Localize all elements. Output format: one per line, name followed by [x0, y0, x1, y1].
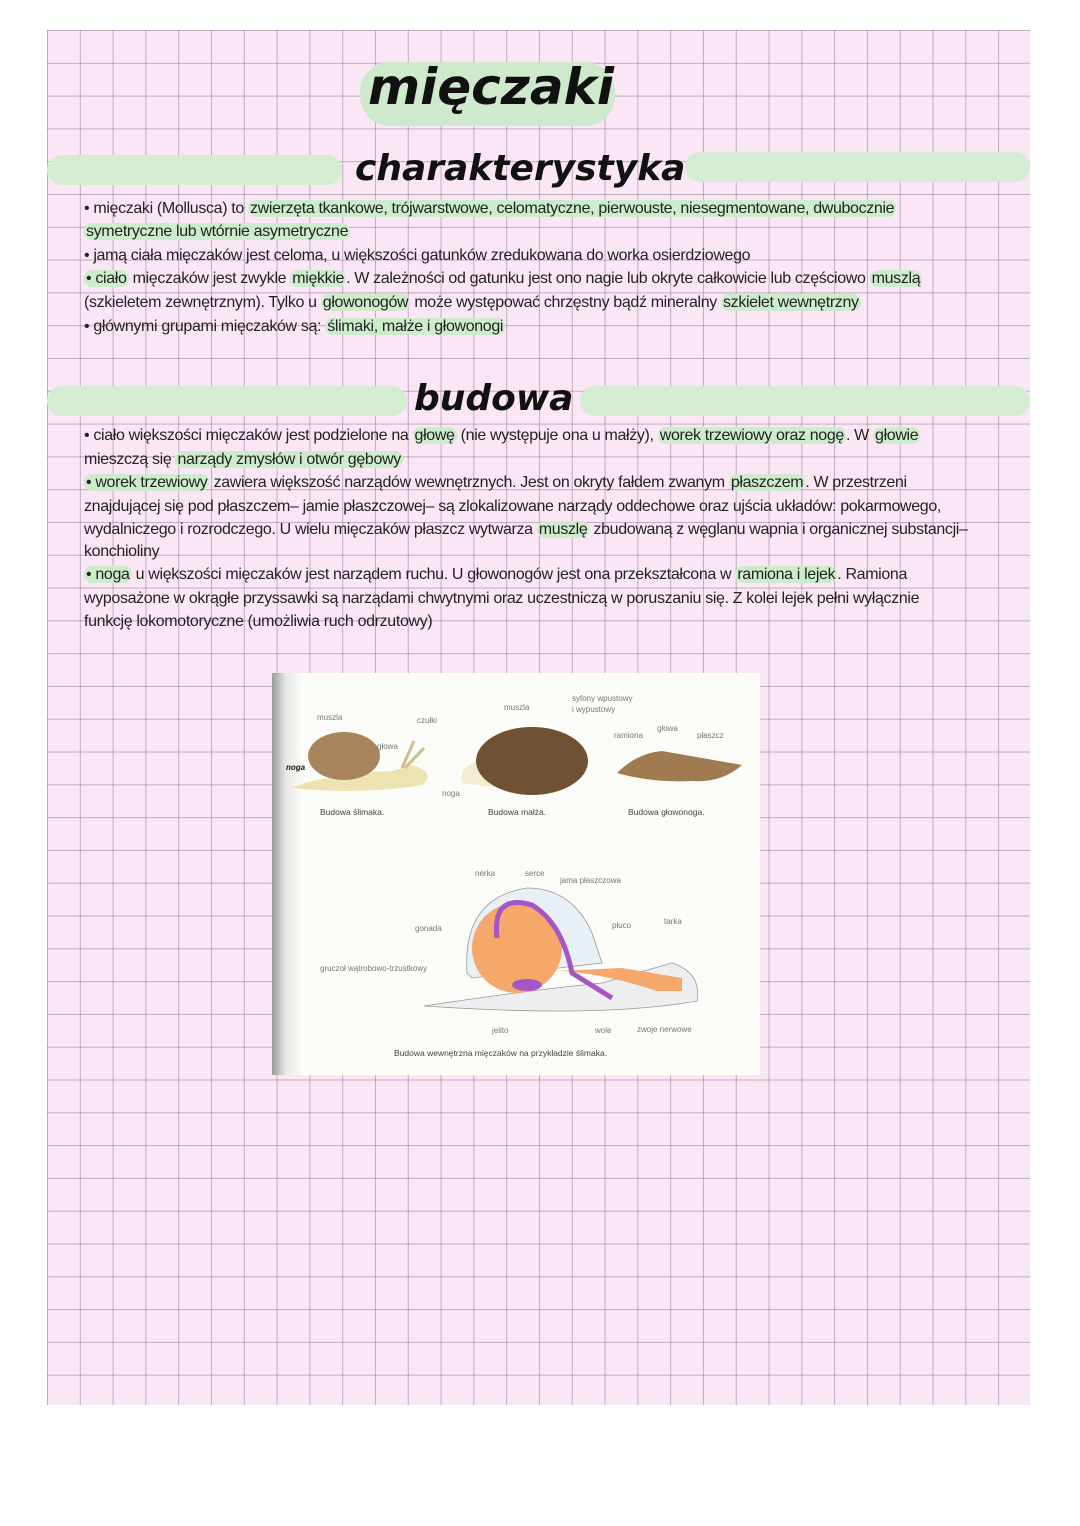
text-line: [84, 247, 750, 265]
label-serce: serce: [525, 869, 545, 878]
text-segment: wyposażone w okrągłe przyssawki są narządami chwytnymi oraz uczestniczą w poruszaniu się. Z kolei lejek pełni wyłącznie: [84, 590, 920, 607]
label-noga: noga: [286, 763, 306, 772]
text-line: [84, 318, 505, 336]
text-line: [84, 223, 350, 241]
highlighted-text: ramiona i lejek: [737, 566, 836, 583]
label-czulki: czułki: [417, 716, 438, 725]
caption-cephalopod: Budowa głowonoga.: [628, 807, 705, 817]
highlighted-text: worek trzewiowy oraz nogę: [659, 427, 844, 444]
label-jama: jama płaszczowa: [560, 876, 621, 885]
text-segment: . W przestrzeni: [805, 474, 907, 491]
text-line: [84, 474, 907, 492]
text-segment: . Ramiona: [837, 566, 908, 583]
label-syfony-2: i wypustowy: [572, 705, 616, 714]
caption-snail: Budowa ślimaka.: [320, 807, 385, 817]
highlighted-text: narządy zmysłów i otwór gębowy: [177, 451, 401, 468]
label-pluco: płuco: [612, 921, 632, 930]
text-line: [84, 590, 919, 608]
highlighted-text: głowie: [875, 427, 919, 444]
caption-internal: Budowa wewnętrzna mięczaków na przykładzie ślimaka.: [394, 1048, 608, 1058]
label-zwoje: zwoje nerwowe: [637, 1025, 692, 1034]
text-line: [84, 270, 922, 288]
text-line: [84, 566, 907, 584]
text-segment: . W zależności od gatunku jest ono nagie lub okryte całkowicie lub częściowo: [346, 270, 870, 287]
label-glowa: głowa: [657, 724, 678, 733]
heading-bar-left: [47, 386, 407, 416]
text-segment: mięczaków jest zwykle: [128, 270, 291, 287]
label-noga: noga: [442, 789, 460, 798]
highlighted-text: zwierzęta tkankowe, trójwarstwowe, celomatyczne, pierwouste, niesegmentowane, dwubocznie: [250, 200, 895, 217]
label-glowa: głowa: [377, 742, 398, 751]
text-line: [84, 294, 861, 312]
heading-bar-right: [580, 386, 1030, 416]
text-segment: funkcję lokomotoryczne (umożliwia ruch odrzutowy): [84, 613, 433, 630]
text-line: [84, 521, 968, 539]
text-segment: (szkieletem zewnętrznym). Tylko u: [84, 294, 321, 311]
highlighted-text: muszlę: [538, 521, 588, 538]
highlighted-text: płaszczem: [730, 474, 804, 491]
text-segment: u większości mięczaków jest narządem ruchu. U głowonogów jest ona przekształcona w: [131, 566, 736, 583]
label-tarka: tarka: [664, 917, 682, 926]
page-title: mięczaki: [368, 58, 615, 116]
text-segment: konchioliny: [84, 543, 160, 560]
highlighted-text: symetryczne lub wtórnie asymetryczne: [86, 223, 349, 240]
heading-bar-left: [47, 155, 342, 185]
text-segment: . W: [845, 427, 874, 444]
label-muszla: muszla: [317, 713, 343, 722]
text-segment: • głównymi grupami mięczaków są:: [84, 318, 326, 335]
highlighted-text: muszlą: [871, 270, 921, 287]
label-ramiona: ramiona: [614, 731, 643, 740]
highlighted-text: głowę: [414, 427, 455, 444]
text-segment: (nie występuje ona u małży),: [456, 427, 658, 444]
label-jelito: jelito: [492, 1026, 509, 1035]
highlighted-text: • noga: [86, 566, 130, 583]
label-wole: wole: [595, 1026, 612, 1035]
highlighted-text: • worek trzewiowy: [86, 474, 208, 491]
text-segment: • ciało większości mięczaków jest podzielone na: [84, 427, 413, 444]
highlighted-text: szkielet wewnętrzny: [723, 294, 859, 311]
label-nerka: nerka: [475, 869, 496, 878]
text-segment: mieszczą się: [84, 451, 176, 468]
text-line: [84, 200, 896, 218]
highlighted-text: miękkie: [292, 270, 345, 287]
text-segment: zawiera większość narządów wewnętrznych. Jest on okryty fałdem zwanym: [209, 474, 729, 491]
section-heading-charakterystyka: charakterystyka: [355, 148, 686, 189]
label-muszla: muszla: [504, 703, 530, 712]
text-segment: • mięczaki (Mollusca) to: [84, 200, 249, 217]
text-line: [84, 427, 920, 445]
text-line: [84, 543, 159, 561]
highlighted-text: • ciało: [86, 270, 127, 287]
text-segment: • jamą ciała mięczaków jest celoma, u większości gatunków zredukowana do worka osierdziowego: [84, 247, 751, 264]
label-plaszcz: płaszcz: [697, 731, 724, 740]
section-heading-budowa: budowa: [414, 378, 574, 419]
heading-bar-right: [685, 152, 1030, 182]
label-syfony: syfony wpustowy: [572, 694, 633, 703]
highlighted-text: głowonogów: [322, 294, 409, 311]
text-line: [84, 451, 403, 469]
caption-bivalve: Budowa małża.: [488, 807, 547, 817]
highlighted-text: ślimaki, małże i głowonogi: [327, 318, 504, 335]
text-segment: znajdującej się pod płaszczem– jamie płaszczowej– są zlokalizowane narządy oddechowe oraz ujścia układów: pokarmowego,: [84, 498, 941, 515]
text-segment: może występować chrzęstny bądź mineralny: [410, 294, 722, 311]
mollusc-diagram: [272, 673, 760, 1075]
label-gonada: gonada: [415, 924, 442, 933]
label-gruczol: gruczoł wątrobowo-trzustkowy: [320, 964, 428, 973]
text-segment: wydalniczego i rozrodczego. U wielu mięczaków płaszcz wytwarza: [84, 521, 537, 538]
text-segment: zbudowaną z węglanu wapnia i organicznej substancji–: [589, 521, 968, 538]
text-line: [84, 613, 432, 631]
text-line: [84, 498, 941, 516]
